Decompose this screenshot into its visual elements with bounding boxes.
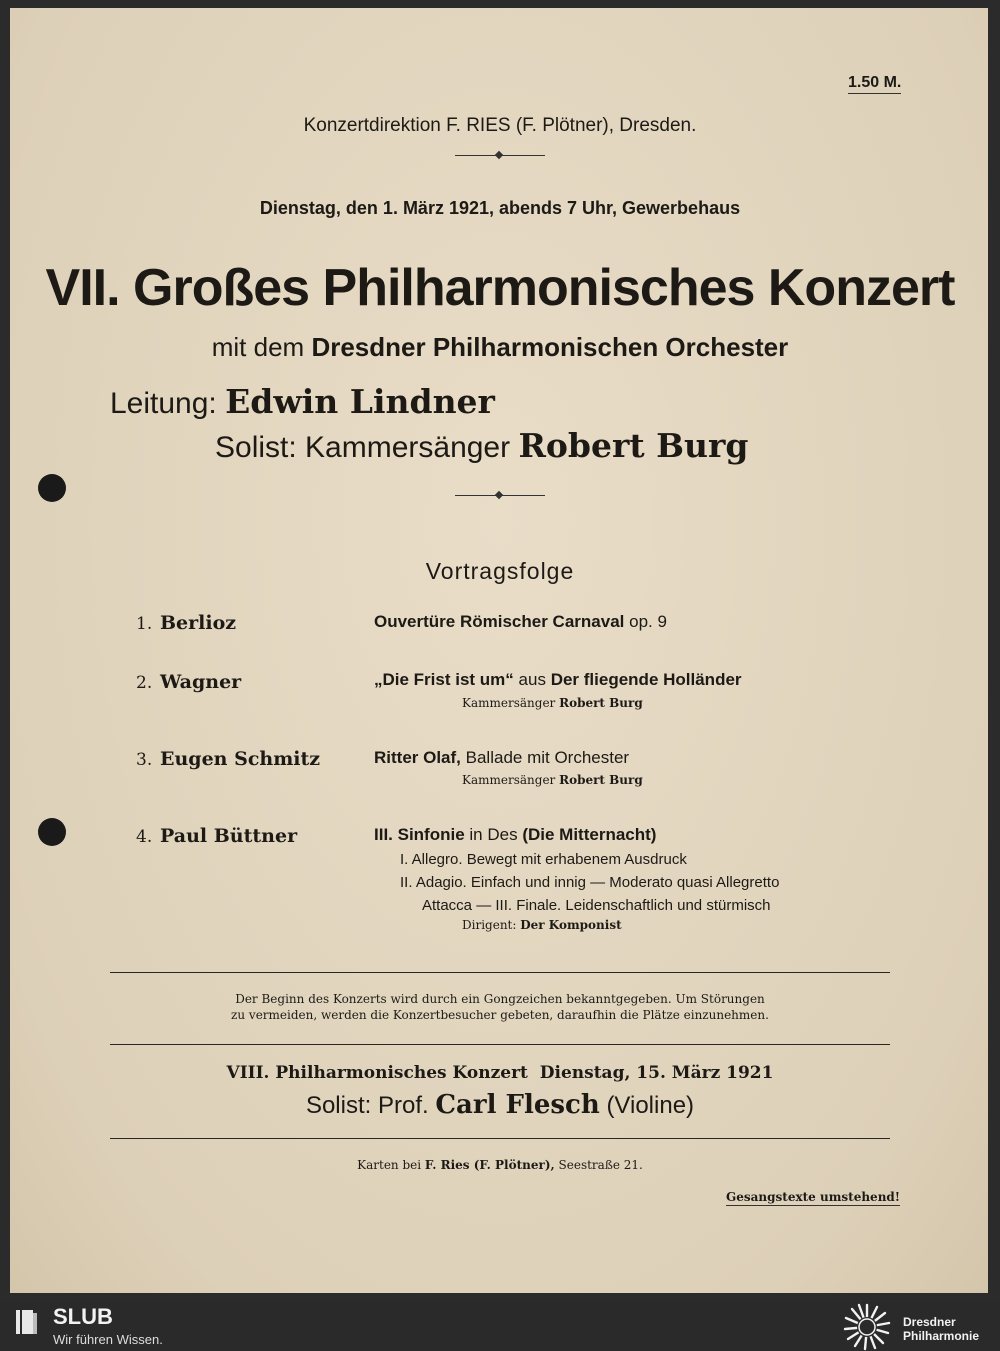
conductor-label: Leitung: — [110, 387, 217, 420]
partner-name-line2: Philharmonie — [903, 1329, 980, 1343]
program-composer: Wagner — [160, 671, 242, 693]
work-connector: aus — [518, 670, 546, 689]
slub-tagline: Wir führen Wissen. — [53, 1332, 163, 1347]
footer-bar — [0, 1302, 1000, 1351]
program-work — [374, 825, 656, 845]
slub-name: SLUB — [53, 1304, 113, 1329]
work-opera: Der fliegende Holländer — [550, 670, 742, 689]
conductor-line — [110, 382, 495, 421]
orchestra-line — [0, 332, 1000, 363]
work-title: III. Sinfonie — [374, 825, 465, 844]
work-key: in Des — [469, 825, 518, 844]
program-composer: Eugen Schmitz — [160, 748, 321, 770]
ticket-vendor: F. Ries (F. Plötner), — [424, 1158, 555, 1172]
program-performer — [462, 696, 643, 710]
song-texts-note: Gesangstexte umstehend! — [726, 1190, 901, 1204]
notice-line: Der Beginn des Konzerts wird durch ein Gongzeichen bekanntgegeben. Um Störungen — [235, 992, 765, 1006]
program-performer — [462, 773, 643, 787]
soloist-line — [215, 426, 748, 465]
movement-line: Attacca — III. Finale. Leidenschaftlich und stürmisch — [422, 897, 771, 914]
program-work — [374, 748, 629, 768]
date-line: Dienstag, den 1. März 1921, abends 7 Uhr, Gewerbehaus — [259, 198, 741, 218]
performer-label: Kammersänger — [462, 696, 556, 710]
soloist-label: Solist: Kammersänger — [215, 431, 511, 464]
performer-name: Robert Burg — [559, 696, 643, 710]
next-soloist-name: Carl Flesch — [435, 1090, 600, 1120]
program-work — [374, 670, 742, 690]
work-subtitle: Ballade mit Orchester — [465, 748, 630, 767]
movement-line: I. Allegro. Bewegt mit erhabenem Ausdruck — [400, 851, 687, 868]
next-concert-title: VIII. Philharmonisches Konzert — [226, 1063, 528, 1083]
ticket-prefix: Karten bei — [357, 1158, 422, 1172]
next-soloist-instrument: (Violine) — [606, 1092, 695, 1119]
program-number: 3. — [136, 750, 153, 770]
next-soloist-label: Solist: Prof. — [305, 1092, 429, 1119]
program-conductor — [462, 918, 622, 932]
program-composer: Berlioz — [160, 612, 237, 634]
price-label: 1.50 M. — [848, 74, 901, 94]
divider-line — [110, 1044, 890, 1045]
orchestra-name: Dresdner Philharmonischen Orchester — [311, 332, 789, 362]
partner-name-line1: Dresdner — [903, 1315, 956, 1329]
work-opus: op. 9 — [629, 612, 667, 631]
notice-line: zu vermeiden, werden die Konzertbesucher gebeten, daraufhin die Plätze einzunehmen. — [231, 1008, 769, 1022]
next-concert-date: Dienstag, 15. März 1921 — [539, 1063, 774, 1083]
ornament-divider — [455, 491, 545, 501]
slub-logo-icon — [14, 1307, 40, 1337]
work-nickname: (Die Mitternacht) — [522, 825, 657, 844]
conductor-note-name: Der Komponist — [520, 918, 622, 932]
ticket-info — [0, 1158, 1000, 1172]
performer-name: Robert Burg — [559, 773, 643, 787]
work-title: Ritter Olaf, — [374, 748, 461, 767]
ornament-divider — [455, 151, 545, 161]
punch-hole — [38, 474, 66, 502]
work-title: Ouvertüre Römischer Carnaval — [374, 612, 625, 631]
conductor-name: Edwin Lindner — [225, 382, 495, 421]
program-composer: Paul Büttner — [160, 825, 298, 847]
movement-line: II. Adagio. Einfach und innig — Moderato quasi Allegretto — [400, 874, 780, 891]
conductor-note-label: Dirigent: — [462, 918, 517, 932]
next-soloist-line — [0, 1090, 1000, 1120]
concert-direction: Konzertdirektion F. RIES (F. Plötner), Dresden. — [303, 115, 697, 136]
performer-label: Kammersänger — [462, 773, 556, 787]
punch-hole — [38, 818, 66, 846]
next-concert-line — [0, 1063, 1000, 1083]
divider-line — [110, 1138, 890, 1139]
ticket-address: Seestraße 21. — [558, 1158, 643, 1172]
program-work — [374, 612, 667, 632]
philharmonie-logo-icon — [842, 1303, 892, 1351]
program-number: 1. — [136, 614, 153, 634]
work-title: „Die Frist ist um“ — [374, 670, 514, 689]
page-title: VII. Großes Philharmonisches Konzert — [45, 259, 955, 317]
soloist-name: Robert Burg — [518, 426, 749, 465]
orchestra-prefix: mit dem — [211, 332, 305, 362]
program-heading: Vortragsfolge — [425, 558, 575, 584]
divider-line — [110, 972, 890, 973]
program-number: 4. — [136, 827, 153, 847]
program-number: 2. — [136, 673, 153, 693]
